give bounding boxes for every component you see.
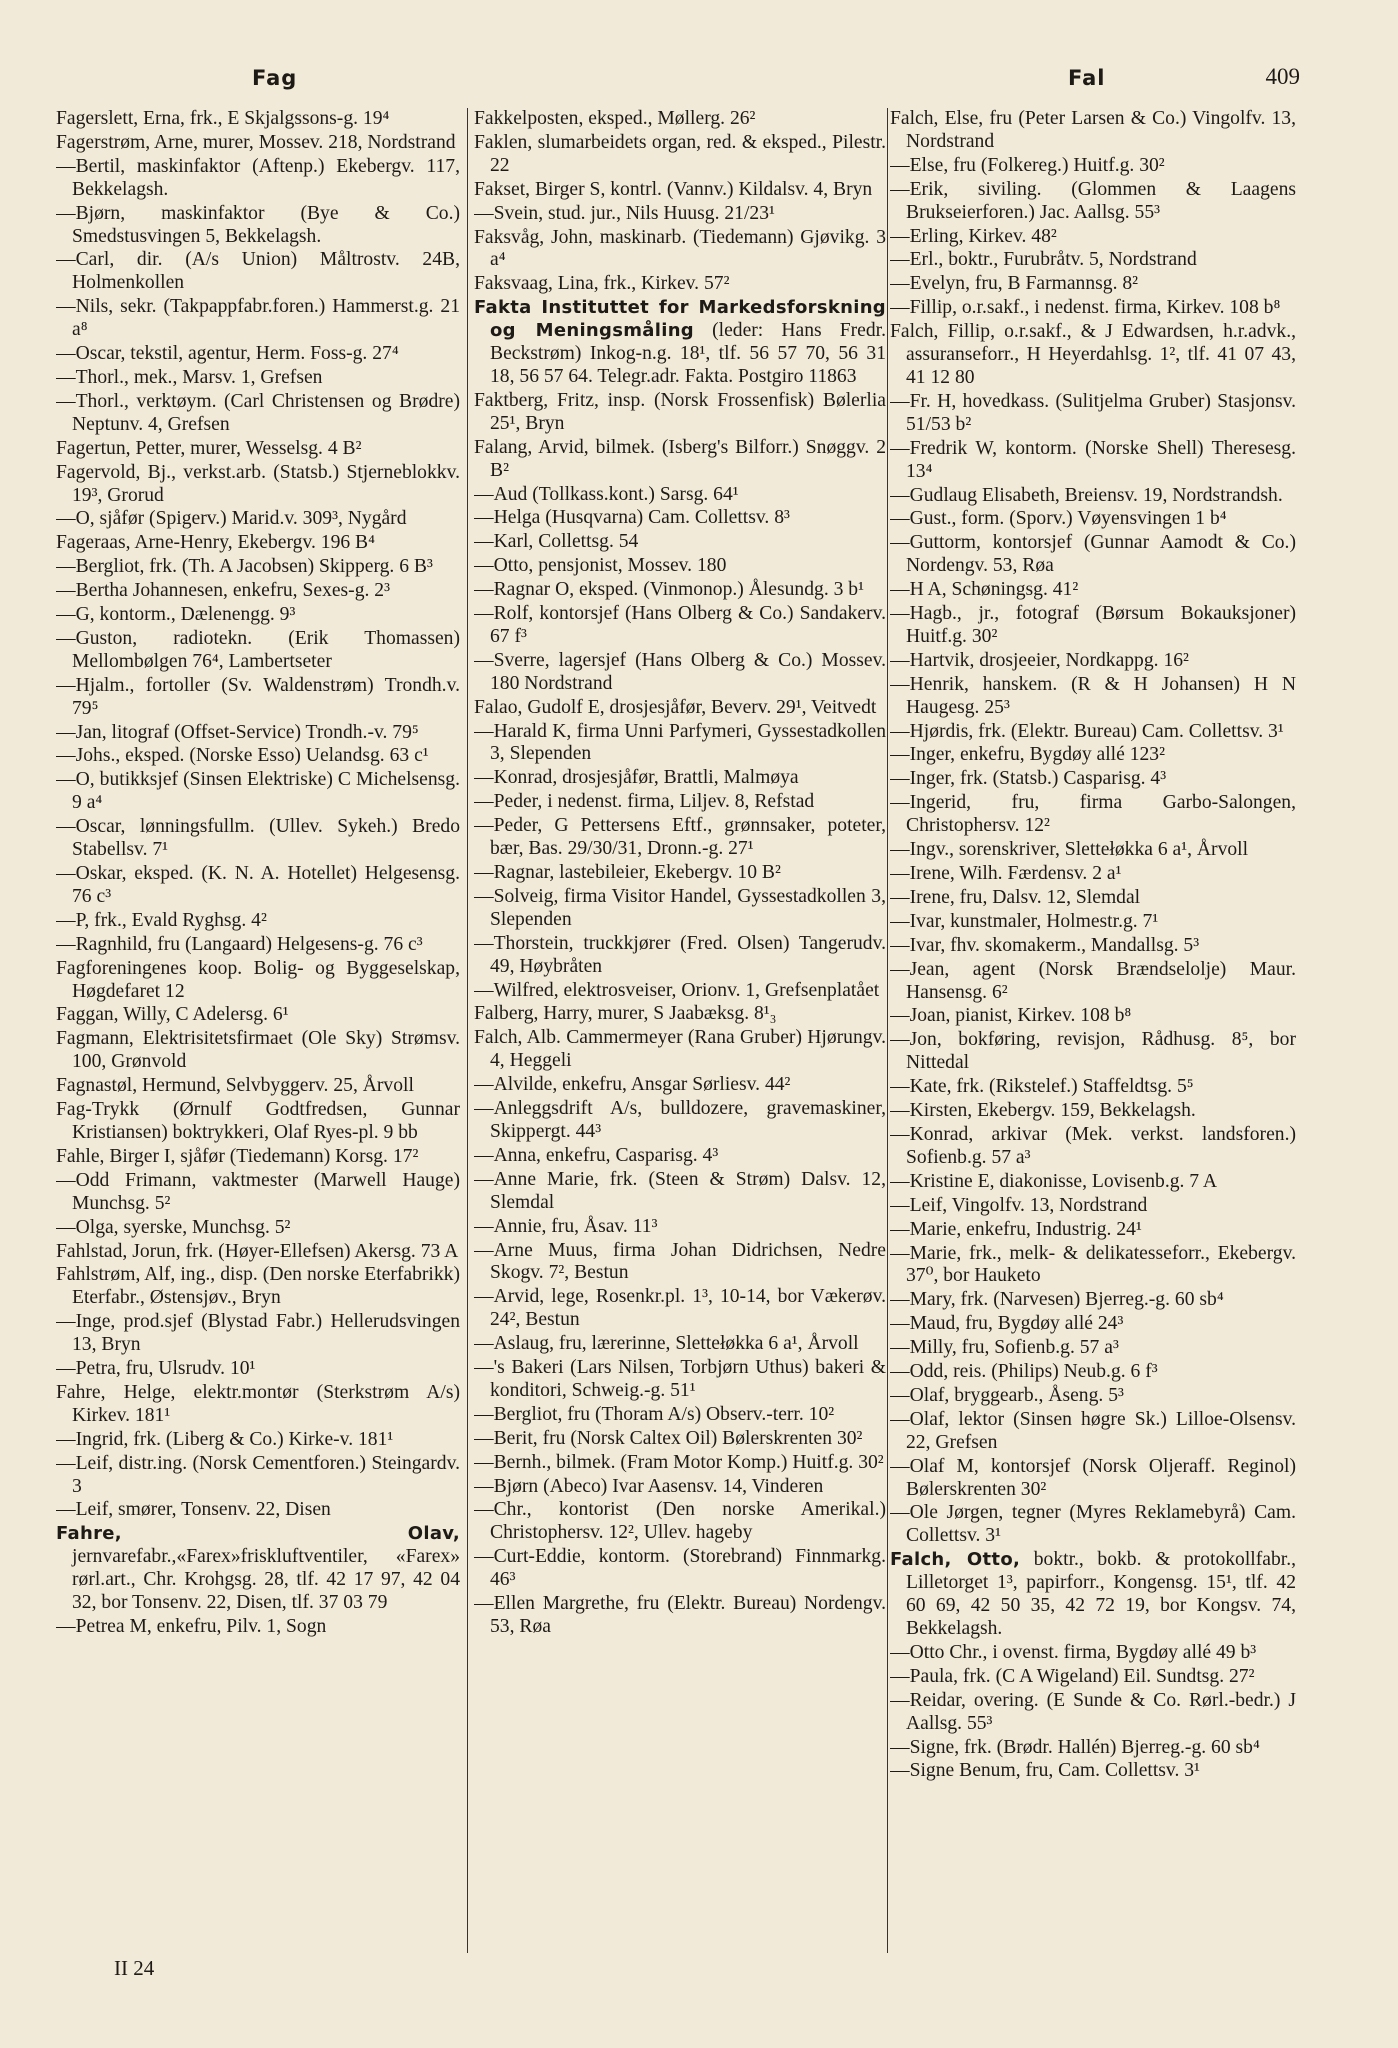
directory-entry xyxy=(56,910,460,933)
directory-entry xyxy=(474,297,886,389)
directory-entry xyxy=(56,675,460,721)
page-signature: II 24 xyxy=(114,1956,155,1980)
directory-entry xyxy=(890,1171,1296,1194)
directory-entry xyxy=(56,1523,460,1615)
entry-text: Fahlstad, Jorun, frk. (Høyer-Ellefsen) Akersg. 73 A xyxy=(56,1240,459,1262)
entry-text: Fag-Trykk (Ørnulf Godtfredsen, Gunnar Kristiansen) boktrykkeri, Olaf Ryes-pl. 9 bb xyxy=(56,1099,460,1143)
directory-entry xyxy=(474,203,886,226)
entry-text: Fagervold, Bj., verkst.arb. (Statsb.) Stjerneblokkv. 19³, Grorud xyxy=(56,461,460,506)
entry-text: —Erik, siviling. (Glommen & Laagens Brukseierforen.) Jac. Aallsg. 55³ xyxy=(890,178,1296,223)
entry-text: —Thorstein, truckkjører (Fred. Olsen) Tangerudv. 49, Høybråten xyxy=(474,932,886,977)
directory-entry xyxy=(890,603,1296,649)
entry-text: —Hartvik, drosjeeier, Nordkappg. 16² xyxy=(890,649,1189,671)
directory-entry xyxy=(890,887,1296,910)
entry-text: —Inger, enkefru, Bygdøy allé 123² xyxy=(890,744,1165,766)
directory-entry xyxy=(474,227,886,273)
directory-entry xyxy=(474,484,886,507)
entry-bold-name: Fakta Instituttet for Markedsforskning og Meningsmåling xyxy=(474,297,886,342)
entry-text: —Petrea M, enkefru, Pilv. 1, Sogn xyxy=(56,1616,327,1637)
directory-entry xyxy=(890,1076,1296,1099)
directory-entry xyxy=(56,580,460,603)
entry-text: —Olaf, bryggearb., Åseng. 5³ xyxy=(890,1384,1124,1406)
entry-text: Fakset, Birger S, kontrl. (Vannv.) Kildalsv. 4, Bryn xyxy=(474,178,873,200)
entry-text: —Alvilde, enkefru, Ansgar Sørliesv. 44² xyxy=(474,1074,791,1096)
entry-text: —Jon, bokføring, revisjon, Rådhusg. 8⁵, bor Nittedal xyxy=(890,1029,1296,1074)
directory-entry xyxy=(474,1074,886,1097)
directory-entry xyxy=(890,1361,1296,1384)
directory-entry xyxy=(474,1546,886,1592)
directory-entry xyxy=(474,1476,886,1499)
directory-entry xyxy=(474,980,886,1003)
page-number: 409 xyxy=(1265,64,1300,89)
directory-entry xyxy=(890,249,1296,272)
entry-text: —Olaf M, kontorsjef (Norsk Oljeraff. Reginol) Bølerskrenten 30² xyxy=(890,1455,1296,1500)
directory-entry xyxy=(56,1499,460,1522)
directory-entry xyxy=(890,321,1296,390)
directory-entry xyxy=(890,792,1296,838)
entry-text: —Bertil, maskinfaktor (Aftenp.) Ekebergv. 117, Bekkelagsh. xyxy=(56,155,460,200)
entry-text: —Paula, frk. (C A Wigeland) Eil. Sundtsg. 27² xyxy=(890,1665,1255,1687)
entry-text: —Leif, Vingolfv. 13, Nordstrand xyxy=(890,1194,1148,1216)
directory-entry xyxy=(56,604,460,627)
entry-text: —Bertha Johannesen, enkefru, Sexes-g. 2³ xyxy=(56,580,390,602)
entry-text: —Olaf, lektor (Sinsen høgre Sk.) Lilloe-Olsensv. 22, Grefsen xyxy=(890,1408,1296,1453)
directory-entry xyxy=(890,1100,1296,1123)
entry-text: —Hjørdis, frk. (Elektr. Bureau) Cam. Collettsv. 3¹ xyxy=(890,720,1284,742)
entry-text: —Gust., form. (Sporv.) Vøyensvingen 1 b⁴ xyxy=(890,508,1227,530)
directory-entry xyxy=(56,1004,460,1027)
directory-entry xyxy=(56,249,460,295)
directory-entry xyxy=(56,1382,460,1428)
directory-entry xyxy=(56,1311,460,1357)
directory-entry xyxy=(56,722,460,745)
directory-entry xyxy=(56,438,460,461)
entry-text: —Henrik, hanskem. (R & H Johansen) H N Haugesg. 25³ xyxy=(890,673,1296,718)
entry-text: Fageraas, Arne-Henry, Ekebergv. 196 B⁴ xyxy=(56,532,375,554)
column-divider xyxy=(887,108,888,1953)
directory-entry xyxy=(890,1005,1296,1028)
entry-text: —Oscar, lønningsfullm. (Ullev. Sykeh.) Bredo Stabellsv. 7¹ xyxy=(56,816,460,861)
entry-text: —Jan, litograf (Offset-Service) Trondh.-v. 79⁵ xyxy=(56,721,419,743)
directory-entry xyxy=(474,390,886,436)
directory-entry xyxy=(890,485,1296,508)
entry-text: —Peder, i nedenst. firma, Liljev. 8, Refstad xyxy=(474,791,815,813)
entry-text: —Anne Marie, frk. (Steen & Strøm) Dalsv. 12, Slemdal xyxy=(474,1168,886,1213)
directory-entry xyxy=(890,1456,1296,1502)
directory-entry xyxy=(890,768,1296,791)
entry-text: —Irene, Wilh. Færdensv. 2 a¹ xyxy=(890,863,1122,884)
entry-text: —Else, fru (Folkereg.) Huitf.g. 30² xyxy=(890,154,1165,176)
entry-text: —G, kontorm., Dælenengg. 9³ xyxy=(56,604,296,626)
directory-entry xyxy=(890,297,1296,320)
directory-entry xyxy=(890,226,1296,249)
directory-entry xyxy=(890,179,1296,225)
entry-text: —Ingrid, frk. (Liberg & Co.) Kirke-v. 181¹ xyxy=(56,1428,394,1450)
directory-entry xyxy=(474,721,886,767)
entry-text: —Odd, reis. (Philips) Neub.g. 6 f³ xyxy=(890,1361,1158,1383)
directory-entry xyxy=(56,556,460,579)
directory-entry xyxy=(474,531,886,554)
directory-entry xyxy=(56,863,460,909)
entry-text: —Arne Muus, firma Johan Didrichsen, Nedre Skogv. 7², Bestun xyxy=(474,1239,886,1284)
directory-entry xyxy=(890,1737,1296,1760)
directory-entry xyxy=(474,1098,886,1144)
entry-text: (leder: Hans Fredr. Beckstrøm) Inkog-n.g. 18¹, tlf. 56 57 70, 56 31 18, 56 57 64. Telegr.adr. Fakta. Postgiro 11863 xyxy=(490,320,886,387)
entry-text: —Bernh., bilmek. (Fram Motor Komp.) Huitf.g. 30² xyxy=(474,1451,884,1473)
entry-text: Fahre, Helge, elektr.montør (Sterkstrøm A/s) Kirkev. 181¹ xyxy=(56,1381,460,1426)
directory-entry xyxy=(890,391,1296,437)
entry-text: —Otto Chr., i ovenst. firma, Bygdøy allé 49 b³ xyxy=(890,1641,1257,1663)
directory-entry xyxy=(56,745,460,768)
entry-text: —Bjørn (Abeco) Ivar Aasensv. 14, Vinderen xyxy=(474,1475,824,1497)
entry-text: boktr., bokb. & protokollfabr., Lilletorget 1³, papirforr., Kongensg. 15¹, tlf. 42 60 69, 42 50 35, 42 72 19, bor Kongsv. 74, Bekkelagsh. xyxy=(906,1549,1296,1639)
directory-entry xyxy=(56,816,460,862)
entry-text: —Ole Jørgen, tegner (Myres Reklamebyrå) Cam. Collettsv. 3¹ xyxy=(890,1502,1296,1547)
entry-text: Falberg, Harry, murer, S Jaabæksg. 8¹₃ xyxy=(474,1003,777,1025)
directory-entry xyxy=(56,1264,460,1310)
directory-entry xyxy=(474,1333,886,1356)
directory-entry xyxy=(56,343,460,366)
entry-text: —Bergliot, frk. (Th. A Jacobsen) Skipperg. 6 B³ xyxy=(56,556,433,578)
entry-text: —Marie, frk., melk- & delikatesseforr., Ekebergv. 37⁰, bor Hauketo xyxy=(890,1242,1296,1287)
directory-entry xyxy=(890,532,1296,578)
directory-entry xyxy=(474,791,886,814)
entry-text: —Ragnar, lastebileier, Ekebergv. 10 B² xyxy=(474,862,781,883)
entry-text: —Erling, Kirkev. 48² xyxy=(890,225,1057,247)
directory-entry xyxy=(56,769,460,815)
directory-entry xyxy=(56,1429,460,1452)
entry-text: Falao, Gudolf E, drosjesjåfør, Beverv. 29¹, Veitvedt xyxy=(474,696,877,718)
entry-text: Fahlstrøm, Alf, ing., disp. (Den norske Eterfabrikk) Eterfabr., Østensjøv., Bryn xyxy=(56,1264,460,1309)
entry-text: —Wilfred, elektrosveiser, Orionv. 1, Grefsenplatået xyxy=(474,979,880,1001)
entry-text: —Rolf, kontorsjef (Hans Olberg & Co.) Sandakerv. 67 f³ xyxy=(474,603,886,647)
directory-entry xyxy=(890,911,1296,934)
directory-entry xyxy=(890,935,1296,958)
directory-entry xyxy=(56,1358,460,1381)
directory-entry xyxy=(474,579,886,602)
directory-entry xyxy=(56,1028,460,1074)
directory-entry xyxy=(890,744,1296,767)
directory-entry xyxy=(56,156,460,202)
directory-entry xyxy=(474,437,886,483)
entry-text: —Kate, frk. (Rikstelef.) Staffeldtsg. 5⁵ xyxy=(890,1076,1194,1098)
column-3 xyxy=(890,108,1296,1978)
entry-text: Falch, Else, fru (Peter Larsen & Co.) Vingolfv. 13, Nordstrand xyxy=(890,108,1296,152)
directory-entry xyxy=(474,108,886,131)
entry-text: —'s Bakeri (Lars Nilsen, Torbjørn Uthus) bakeri & konditori, Schweig.-g. 51¹ xyxy=(474,1357,886,1401)
entry-text: Faktberg, Fritz, insp. (Norsk Frossenfisk) Bølerlia 25¹, Bryn xyxy=(474,389,886,434)
entry-text: —Inge, prod.sjef (Blystad Fabr.) Hellerudsvingen 13, Bryn xyxy=(56,1311,460,1356)
entry-text: Fagertun, Petter, murer, Wesselsg. 4 B² xyxy=(56,437,362,459)
directory-entry xyxy=(474,1593,886,1639)
entry-text: —Aslaug, fru, lærerinne, Slettełøkka 6 a¹, Årvoll xyxy=(474,1333,859,1355)
directory-entry xyxy=(890,1124,1296,1170)
entry-text: —Kristine E, diakonisse, Lovisenb.g. 7 A xyxy=(890,1170,1218,1192)
entry-text: —Carl, dir. (A/s Union) Måltrostv. 24B, Holmenkollen xyxy=(56,249,460,294)
directory-entry xyxy=(56,1170,460,1216)
directory-entry xyxy=(56,1616,460,1639)
directory-entry xyxy=(474,1286,886,1332)
entry-text: —Berit, fru (Norsk Caltex Oil) Bølerskrenten 30² xyxy=(474,1427,863,1449)
entry-text: —Konrad, drosjesjåfør, Brattli, Malmøya xyxy=(474,767,799,789)
entry-text: —Olga, syerske, Munchsg. 5² xyxy=(56,1216,291,1238)
entry-text: Falch, Fillip, o.r.sakf., & J Edwardsen, h.r.advk., assuranseforr., H Heyerdahlsg. 1², tlf. 41 07 43, 41 12 80 xyxy=(890,321,1296,388)
entry-text: —Annie, fru, Åsav. 11³ xyxy=(474,1215,658,1237)
directory-entry xyxy=(474,132,886,178)
directory-entry xyxy=(56,1146,460,1169)
entry-text: —Anleggsdrift A/s, bulldozere, gravemaskiner, Skippergt. 44³ xyxy=(474,1098,886,1142)
entry-text: —Marie, enkefru, Industrig. 24¹ xyxy=(890,1218,1142,1240)
entry-text: Fagerstrøm, Arne, murer, Mossev. 218, Nordstrand xyxy=(56,131,456,153)
directory-entry xyxy=(56,367,460,390)
entry-text: —Joan, pianist, Kirkev. 108 b⁸ xyxy=(890,1005,1132,1027)
entry-text: Fakkelposten, eksped., Møllerg. 26² xyxy=(474,108,756,129)
entry-text: Faggan, Willy, C Adelersg. 6¹ xyxy=(56,1004,289,1026)
entry-text: —Irene, fru, Dalsv. 12, Slemdal xyxy=(890,886,1141,908)
entry-text: —Thorl., mek., Marsv. 1, Grefsen xyxy=(56,366,323,388)
directory-entry xyxy=(56,391,460,437)
directory-entry xyxy=(474,697,886,720)
entry-text: Falch, Alb. Cammermeyer (Rana Gruber) Hjørungv. 4, Heggeli xyxy=(474,1027,886,1072)
entry-text: Faksvaag, Lina, frk., Kirkev. 57² xyxy=(474,273,730,295)
directory-entry xyxy=(56,628,460,674)
directory-entry xyxy=(890,1409,1296,1455)
entry-text: —Nils, sekr. (Takpappfabr.foren.) Hammerst.g. 21 a⁸ xyxy=(56,296,460,341)
directory-entry xyxy=(56,1099,460,1145)
directory-entry xyxy=(474,862,886,885)
entry-text: jernvarefabr.,«Farex»friskluftventiler, «Farex» rørl.art., Chr. Krohgsg. 28, tlf. 42 17 97, 42 04 32, bor Tonsenv. 22, Disen, tlf. 37 03 79 xyxy=(72,1546,460,1614)
directory-entry xyxy=(56,958,460,1004)
entry-text: —Signe, frk. (Brødr. Hallén) Bjerreg.-g. 60 sb⁴ xyxy=(890,1736,1260,1758)
directory-entry xyxy=(890,674,1296,720)
entry-text: —Karl, Collettsg. 54 xyxy=(474,531,639,553)
entry-text: —Fr. H, hovedkass. (Sulitjelma Gruber) Stasjonsv. 51/53 b² xyxy=(890,390,1296,435)
directory-entry xyxy=(56,203,460,249)
entry-text: —Otto, pensjonist, Mossev. 180 xyxy=(474,555,727,577)
entry-bold-name: Falch, Otto, xyxy=(890,1549,1021,1571)
directory-entry xyxy=(474,1452,886,1475)
directory-entry xyxy=(890,1690,1296,1736)
entry-text: —Peder, G Pettersens Eftf., grønnsaker, poteter, bær, Bas. 29/30/31, Dronn.-g. 27¹ xyxy=(474,815,886,860)
directory-entry xyxy=(474,1003,886,1026)
entry-text: —Konrad, arkivar (Mek. verkst. landsforen.) Sofienb.g. 57 a³ xyxy=(890,1123,1296,1168)
directory-entry xyxy=(890,959,1296,1005)
directory-entry xyxy=(890,1642,1296,1665)
directory-entry xyxy=(890,1502,1296,1548)
entry-text: Faklen, slumarbeidets organ, red. & eksped., Pilestr. 22 xyxy=(474,131,886,176)
directory-entry xyxy=(890,155,1296,178)
directory-entry xyxy=(474,273,886,296)
directory-entry xyxy=(474,1357,886,1403)
entry-text: —Petra, fru, Ulsrudv. 10¹ xyxy=(56,1358,256,1380)
entry-text: —P, frk., Evald Ryghsg. 4² xyxy=(56,909,267,931)
entry-text: —Erl., boktr., Furubråtv. 5, Nordstrand xyxy=(890,249,1197,271)
entry-text: —Ragnar O, eksped. (Vinmonop.) Ålesundg. 3 b¹ xyxy=(474,579,864,601)
entry-text: —Aud (Tollkass.kont.) Sarsg. 64¹ xyxy=(474,483,739,505)
directory-entry xyxy=(890,1289,1296,1312)
directory-entry xyxy=(56,296,460,342)
entry-text: —Fillip, o.r.sakf., i nedenst. firma, Kirkev. 108 b⁸ xyxy=(890,297,1281,319)
directory-entry xyxy=(474,1169,886,1215)
entry-text: —Guttorm, kontorsjef (Gunnar Aamodt & Co.) Nordengv. 53, Røa xyxy=(890,532,1296,577)
directory-entry xyxy=(474,1145,886,1168)
directory-entry xyxy=(890,839,1296,862)
entry-text: —Fredrik W, kontorm. (Norske Shell) Theresesg. 13⁴ xyxy=(890,437,1296,482)
entry-text: Fahle, Birger I, sjåfør (Tiedemann) Korsg. 17² xyxy=(56,1145,419,1167)
entry-text: —Harald K, firma Unni Parfymeri, Gyssestadkollen 3, Slependen xyxy=(474,720,886,765)
directory-entry xyxy=(474,1428,886,1451)
entry-text: —Helga (Husqvarna) Cam. Collettsv. 8³ xyxy=(474,507,790,529)
directory-entry xyxy=(890,863,1296,886)
entry-text: —Signe Benum, fru, Cam. Collettsv. 3¹ xyxy=(890,1760,1200,1782)
entry-text: —Inger, frk. (Statsb.) Casparisg. 4³ xyxy=(890,768,1167,790)
entry-text: —Solveig, firma Visitor Handel, Gyssestadkollen 3, Slependen xyxy=(474,885,886,930)
entry-text: —Johs., eksped. (Norske Esso) Uelandsg. 63 c¹ xyxy=(56,745,429,767)
entry-text: —Leif, distr.ing. (Norsk Cementforen.) Steingardv. 3 xyxy=(56,1452,460,1497)
entry-bold-name: Fahre, Olav, xyxy=(56,1523,460,1545)
entry-text: —Ivar, kunstmaler, Holmestr.g. 7¹ xyxy=(890,910,1159,932)
directory-entry xyxy=(890,1243,1296,1289)
entry-text: —Ingerid, fru, firma Garbo-Salongen, Christophersv. 12² xyxy=(890,792,1296,837)
directory-entry xyxy=(474,603,886,649)
entry-text: —Maud, fru, Bygdøy allé 24³ xyxy=(890,1313,1124,1335)
entry-text: —Milly, fru, Sofienb.g. 57 a³ xyxy=(890,1337,1119,1359)
directory-entry xyxy=(56,462,460,508)
directory-entry xyxy=(890,508,1296,531)
directory-entry xyxy=(890,1219,1296,1242)
entry-text: —Curt-Eddie, kontorm. (Storebrand) Finnmarkg. 46³ xyxy=(474,1546,886,1591)
entry-text: —Svein, stud. jur., Nils Huusg. 21/23¹ xyxy=(474,202,775,224)
directory-entry xyxy=(890,108,1296,154)
directory-entry xyxy=(890,1313,1296,1336)
column-divider xyxy=(467,108,468,1953)
entry-text: —Oskar, eksped. (K. N. A. Hotellet) Helgesensg. 76 c³ xyxy=(56,863,460,907)
entry-text: —Odd Frimann, vaktmester (Marwell Hauge) Munchsg. 5² xyxy=(56,1169,460,1214)
directory-entry xyxy=(474,1240,886,1286)
entry-text: —Reidar, overing. (E Sunde & Co. Rørl.-bedr.) J Aallsg. 55³ xyxy=(890,1689,1296,1734)
directory-entry xyxy=(56,508,460,531)
directory-entry xyxy=(474,767,886,790)
entry-text: —Bjørn, maskinfaktor (Bye & Co.) Smedstusvingen 5, Bekkelagsh. xyxy=(56,202,460,247)
directory-entry xyxy=(56,1241,460,1264)
entry-text: —Thorl., verktøym. (Carl Christensen og Brødre) Neptunv. 4, Grefsen xyxy=(56,390,460,435)
directory-entry xyxy=(474,555,886,578)
entry-text: —Hagb., jr., fotograf (Børsum Bokauksjoner) Huitf.g. 30² xyxy=(890,603,1296,647)
entry-text: —Ingv., sorenskriver, Slettełøkka 6 a¹, Årvoll xyxy=(890,839,1249,861)
directory-entry xyxy=(56,934,460,957)
directory-entry xyxy=(56,1217,460,1240)
entry-text: —Kirsten, Ekebergv. 159, Bekkelagsh. xyxy=(890,1100,1196,1122)
entry-text: —Ivar, fhv. skomakerm., Mandallsg. 5³ xyxy=(890,934,1200,956)
header-right-word: Fal xyxy=(1068,66,1106,90)
directory-entry xyxy=(890,650,1296,673)
entry-text: Fagforeningenes koop. Bolig- og Byggeselskap, Høgdefaret 12 xyxy=(56,957,460,1002)
directory-entry xyxy=(890,1029,1296,1075)
entry-text: —Oscar, tekstil, agentur, Herm. Foss-g. 27⁴ xyxy=(56,343,399,365)
directory-entry xyxy=(474,179,886,202)
directory-entry xyxy=(474,507,886,530)
entry-text: Fagmann, Elektrisitetsfirmaet (Ole Sky) Strømsv. 100, Grønvold xyxy=(56,1028,460,1073)
entry-text: Faksvåg, John, maskinarb. (Tiedemann) Gjøvikg. 3 a⁴ xyxy=(474,226,886,271)
directory-entry xyxy=(56,132,460,155)
directory-entry xyxy=(890,1337,1296,1360)
entry-text: —Ragnhild, fru (Langaard) Helgesens-g. 76 c³ xyxy=(56,933,423,955)
column-1 xyxy=(56,108,460,1978)
entry-text: —Bergliot, fru (Thoram A/s) Observ.-terr. 10² xyxy=(474,1403,835,1425)
entry-text: Fagerslett, Erna, frk., E Skjalgssons-g. 19⁴ xyxy=(56,108,390,129)
entry-text: Fagnastøl, Hermund, Selvbyggerv. 25, Årvoll xyxy=(56,1075,414,1097)
entry-text: —Hjalm., fortoller (Sv. Waldenstrøm) Trondh.v. 79⁵ xyxy=(56,674,460,719)
directory-entry xyxy=(890,1385,1296,1408)
entry-text: —Evelyn, fru, B Farmannsg. 8² xyxy=(890,273,1139,295)
directory-entry xyxy=(890,438,1296,484)
entry-text: —Gudlaug Elisabeth, Breiensv. 19, Nordstrandsh. xyxy=(890,484,1283,506)
entry-text: —Chr., kontorist (Den norske Amerikal.) Christophersv. 12², Ullev. hageby xyxy=(474,1499,886,1544)
directory-entry xyxy=(474,886,886,932)
entry-text: —O, butikksjef (Sinsen Elektriske) C Michelsensg. 9 a⁴ xyxy=(56,769,460,814)
entry-text: —H A, Schøningsg. 41² xyxy=(890,579,1079,601)
directory-entry xyxy=(890,1666,1296,1689)
directory-entry xyxy=(890,273,1296,296)
entry-text: —O, sjåfør (Spigerv.) Marid.v. 309³, Nygård xyxy=(56,508,407,530)
entry-text: —Leif, smører, Tonsenv. 22, Disen xyxy=(56,1499,331,1521)
entry-text: —Sverre, lagersjef (Hans Olberg & Co.) Mossev. 180 Nordstrand xyxy=(474,649,886,694)
entry-text: —Anna, enkefru, Casparisg. 4³ xyxy=(474,1144,719,1166)
directory-entry xyxy=(890,579,1296,602)
directory-entry xyxy=(56,1075,460,1098)
directory-entry xyxy=(474,650,886,696)
directory-entry xyxy=(56,532,460,555)
entry-text: —Guston, radiotekn. (Erik Thomassen) Mellombølgen 76⁴, Lambertseter xyxy=(56,627,460,672)
directory-entry xyxy=(474,1404,886,1427)
directory-entry xyxy=(56,1453,460,1499)
entry-text: —Arvid, lege, Rosenkr.pl. 1³, 10-14, bor Vækerøv. 24², Bestun xyxy=(474,1286,886,1331)
directory-entry xyxy=(474,933,886,979)
directory-entry xyxy=(474,1499,886,1545)
directory-entry xyxy=(56,108,460,131)
directory-entry xyxy=(890,1549,1296,1641)
column-2 xyxy=(474,108,886,1978)
entry-text: Falang, Arvid, bilmek. (Isberg's Bilforr.) Snøggv. 2 B² xyxy=(474,436,886,481)
directory-entry xyxy=(890,1195,1296,1218)
entry-text: —Ellen Margrethe, fru (Elektr. Bureau) Nordengv. 53, Røa xyxy=(474,1593,886,1637)
directory-entry xyxy=(890,1760,1296,1783)
entry-text: —Jean, agent (Norsk Brændselolje) Maur. Hansensg. 6² xyxy=(890,958,1296,1003)
entry-text: —Mary, frk. (Narvesen) Bjerreg.-g. 60 sb⁴ xyxy=(890,1289,1224,1311)
directory-entry xyxy=(890,721,1296,744)
directory-entry xyxy=(474,815,886,861)
directory-entry xyxy=(474,1027,886,1073)
directory-entry xyxy=(474,1216,886,1239)
header-left-word: Fag xyxy=(252,66,298,90)
